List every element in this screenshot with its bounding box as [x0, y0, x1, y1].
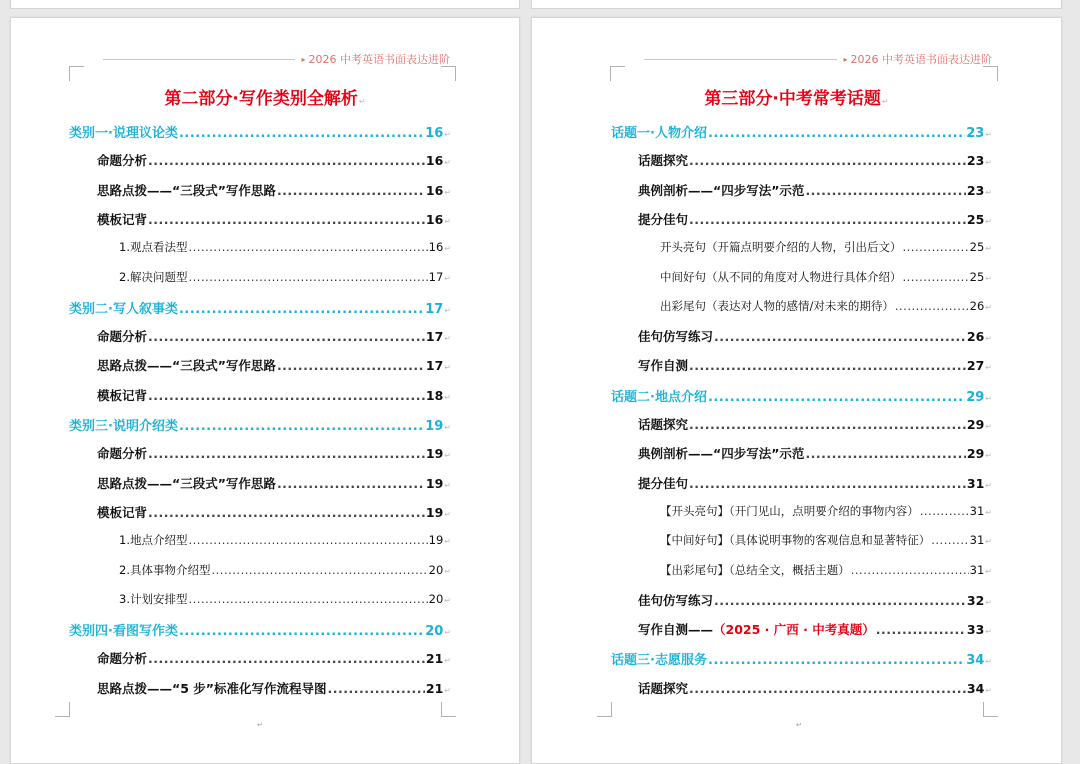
paragraph-mark: ↵ — [444, 187, 451, 197]
paragraph-mark: ↵ — [985, 393, 992, 403]
prev-page-bottom-right — [531, 0, 1062, 9]
paragraph-mark: ↵ — [444, 685, 451, 695]
toc-entry-label: 话题三·志愿服务 — [611, 653, 707, 669]
toc-page-number: 17 — [425, 358, 444, 374]
document-page-right — [531, 17, 1062, 764]
toc-entry[interactable] — [97, 444, 451, 462]
toc-page-number: 16 — [425, 126, 444, 141]
paragraph-mark: ↵ — [444, 628, 451, 638]
toc-leader-dots — [805, 446, 965, 461]
toc-leader-dots — [327, 681, 424, 696]
toc-entry[interactable] — [611, 386, 992, 404]
toc-leader-dots — [903, 240, 969, 254]
footer-mark: ↵ — [257, 721, 263, 729]
toc-entry[interactable] — [97, 474, 451, 492]
toc-entry-label: 话题探究 — [638, 680, 689, 696]
toc-leader-dots — [689, 476, 966, 491]
toc-leader-dots — [148, 505, 425, 520]
toc-entry-label: 模板记背 — [97, 211, 148, 227]
toc-leader-dots — [689, 358, 966, 373]
toc-leader-dots — [179, 126, 424, 141]
toc-entry-label: 佳句仿写练习 — [638, 329, 714, 345]
header-rule — [103, 59, 295, 60]
paragraph-mark: ↵ — [985, 627, 992, 637]
toc-page-number: 16 — [425, 211, 444, 227]
toc-entry-label: 模板记背 — [97, 387, 148, 403]
toc-entry-label: 【开头亮句】（开门见山，点明要介绍的事物内容） — [660, 503, 919, 518]
toc-leader-dots — [708, 653, 965, 668]
paragraph-mark: ↵ — [985, 685, 992, 695]
toc-entry[interactable] — [660, 562, 992, 580]
crop-mark-bottom-left — [55, 702, 70, 717]
toc-page-number: 16 — [425, 182, 444, 198]
toc-entry-label: 1.观点看法型 — [119, 240, 188, 255]
toc-page-number: 25 — [969, 269, 985, 284]
toc-leader-dots — [148, 212, 425, 227]
paragraph-mark: ↵ — [985, 187, 992, 197]
toc-page-number: 31 — [969, 533, 985, 548]
toc-entry-label: 典例剖析——“四步写法”示范 — [638, 182, 805, 198]
toc-entry[interactable] — [97, 327, 451, 345]
toc-page-number: 19 — [425, 419, 444, 434]
toc-page-number: 21 — [425, 680, 444, 696]
toc-entry[interactable] — [611, 122, 992, 140]
toc-entry-label: 1.地点介绍型 — [119, 533, 188, 548]
toc-entry-label: 类别一·说理议论类 — [69, 126, 178, 141]
paragraph-mark: ↵ — [985, 244, 992, 254]
toc-entry-label: 思路点拨——“三段式”写作思路 — [97, 182, 276, 198]
crop-mark-bottom-left — [597, 702, 612, 717]
toc-entry[interactable] — [119, 562, 451, 580]
toc-entry[interactable] — [119, 532, 451, 550]
toc-page-number: 26 — [969, 298, 985, 313]
toc-leader-dots — [179, 624, 424, 639]
toc-page-number: 19 — [425, 446, 444, 462]
header-rule — [644, 59, 837, 60]
toc-entry-source-note: （2025 · 广西 · 中考真题） — [713, 622, 875, 638]
toc-leader-dots — [188, 592, 427, 606]
toc-leader-dots — [148, 446, 425, 461]
toc-leader-dots — [931, 533, 968, 547]
paragraph-mark: ↵ — [444, 537, 451, 547]
toc-entry-label: 思路点拨——“三段式”写作思路 — [97, 475, 276, 491]
paragraph-mark: ↵ — [985, 451, 992, 461]
paragraph-mark: ↵ — [444, 305, 451, 315]
running-header — [644, 52, 992, 66]
paragraph-mark: ↵ — [985, 422, 992, 431]
toc-leader-dots — [148, 388, 425, 403]
paragraph-mark: ↵ — [444, 566, 451, 576]
toc-page-number: 27 — [966, 358, 985, 374]
toc-leader-dots — [689, 417, 966, 432]
toc-entry-label: 类别三·说明介绍类 — [69, 419, 178, 434]
toc-page-number: 29 — [966, 389, 985, 405]
toc-page-number: 34 — [966, 653, 985, 669]
toc-leader-dots — [148, 329, 425, 344]
toc-leader-dots — [920, 504, 969, 518]
paragraph-mark: ↵ — [985, 657, 992, 667]
toc-entry[interactable] — [611, 649, 992, 667]
toc-entry[interactable] — [97, 649, 451, 667]
header-dash: ▸ — [301, 54, 306, 64]
toc-entry[interactable] — [660, 532, 992, 550]
toc-entry-label: 2.解决问题型 — [119, 269, 188, 284]
toc-page-number: 29 — [966, 446, 985, 462]
toc-page-number: 17 — [425, 329, 444, 345]
toc-page-number: 20 — [428, 591, 444, 606]
toc-entry-label: 话题探究 — [638, 153, 689, 169]
toc-entry-label: 中间好句（从不同的角度对人物进行具体介绍） — [660, 269, 902, 284]
paragraph-mark: ↵ — [444, 656, 451, 666]
toc-leader-dots — [179, 302, 424, 317]
toc-page-number: 17 — [428, 269, 444, 284]
paragraph-mark: ↵ — [444, 595, 451, 605]
toc-leader-dots — [708, 390, 965, 405]
toc-entry-label: 2.具体事物介绍型 — [119, 562, 211, 577]
toc-entry-label: 命题分析 — [97, 651, 148, 667]
toc-entry[interactable] — [97, 210, 451, 228]
toc-entry-label: 3.计划安排型 — [119, 591, 188, 606]
toc-entry[interactable] — [97, 181, 451, 199]
toc-leader-dots — [277, 476, 425, 491]
toc-entry-label: 命题分析 — [97, 153, 148, 169]
toc-leader-dots — [188, 240, 427, 254]
paragraph-mark: ↵ — [444, 423, 451, 432]
section-title: 第三部分·中考常考话题↵ — [704, 89, 889, 109]
paragraph-mark: ↵ — [985, 566, 992, 576]
toc-leader-dots — [689, 681, 966, 696]
toc-entry[interactable] — [97, 151, 451, 169]
toc-page-number: 23 — [966, 182, 985, 198]
paragraph-mark: ↵ — [444, 158, 451, 168]
document-page-left — [10, 17, 520, 764]
paragraph-mark: ↵ — [985, 363, 992, 373]
toc-entry-label: 话题一·人物介绍 — [611, 126, 707, 141]
toc-page-number: 23 — [966, 126, 985, 141]
toc-page-number: 17 — [425, 301, 444, 317]
crop-mark-bottom-right — [441, 702, 456, 717]
paragraph-mark: ↵ — [444, 273, 451, 283]
toc-page-number: 16 — [428, 240, 444, 255]
toc-page-number: 19 — [425, 475, 444, 491]
toc-entry[interactable] — [97, 679, 451, 697]
paragraph-mark: ↵ — [444, 509, 451, 519]
header-dash: ▸ — [843, 54, 848, 64]
toc-entry-label: 思路点拨——“5 步”标准化写作流程导图 — [97, 680, 327, 696]
toc-entry[interactable] — [119, 591, 451, 609]
toc-entry[interactable] — [660, 298, 992, 316]
toc-page-number: 18 — [425, 387, 444, 403]
toc-leader-dots — [179, 419, 424, 434]
toc-leader-dots — [277, 358, 425, 373]
toc-leader-dots — [903, 270, 969, 284]
toc-page-number: 32 — [966, 592, 985, 608]
toc-page-number: 26 — [966, 329, 985, 345]
paragraph-mark: ↵ — [985, 507, 992, 517]
toc-page-number: 33 — [966, 622, 985, 638]
toc-entry-label: 类别二·写人叙事类 — [69, 301, 178, 317]
toc-page-number: 23 — [966, 153, 985, 169]
paragraph-mark: ↵ — [985, 216, 992, 226]
toc-page-number: 31 — [969, 503, 985, 518]
toc-entry-label: 【出彩尾句】（总结全文，概括主题） — [660, 562, 850, 577]
toc-leader-dots — [714, 329, 966, 344]
toc-entry-label: 模板记背 — [97, 504, 148, 520]
toc-entry[interactable] — [660, 503, 992, 521]
toc-entry-label: 类别四·看图写作类 — [69, 624, 178, 640]
toc-entry[interactable] — [69, 298, 451, 316]
toc-leader-dots — [148, 651, 425, 666]
toc-page-number: 25 — [966, 211, 985, 227]
toc-entry[interactable] — [638, 620, 992, 638]
toc-page-number: 29 — [966, 417, 985, 432]
toc-entry[interactable] — [119, 239, 451, 257]
toc-entry[interactable] — [638, 591, 992, 609]
toc-entry-label: 提分佳句 — [638, 211, 689, 227]
toc-entry-label: 话题探究 — [638, 417, 689, 432]
toc-entry[interactable] — [69, 122, 451, 140]
toc-page-number: 20 — [428, 562, 444, 577]
toc-leader-dots — [148, 153, 425, 168]
paragraph-mark: ↵ — [985, 334, 992, 344]
paragraph-mark: ↵ — [985, 302, 992, 312]
toc-entry-label: 思路点拨——“三段式”写作思路 — [97, 358, 276, 374]
toc-entry[interactable] — [638, 415, 992, 433]
toc-leader-dots — [851, 563, 969, 577]
toc-page-number: 19 — [428, 533, 444, 548]
toc-entry[interactable] — [660, 269, 992, 287]
running-header — [103, 52, 450, 66]
toc-entry[interactable] — [638, 151, 992, 169]
crop-mark-top-right — [983, 66, 998, 81]
toc-page-number: 20 — [425, 624, 444, 640]
toc-entry[interactable] — [119, 269, 451, 287]
toc-leader-dots — [689, 212, 966, 227]
toc-page-number: 16 — [425, 153, 444, 169]
toc-page-number: 19 — [425, 504, 444, 520]
toc-entry-label: 典例剖析——“四步写法”示范 — [638, 446, 805, 462]
toc-leader-dots — [708, 126, 965, 141]
toc-leader-dots — [689, 153, 966, 168]
toc-entry-label: 佳句仿写练习 — [638, 592, 714, 608]
toc-entry-label: 命题分析 — [97, 446, 148, 462]
toc-entry-label: 提分佳句 — [638, 475, 689, 491]
toc-entry[interactable] — [638, 210, 992, 228]
crop-mark-top-left — [610, 66, 625, 81]
prev-page-bottom-left — [10, 0, 520, 9]
toc-entry[interactable] — [638, 444, 992, 462]
paragraph-mark: ↵ — [444, 480, 451, 490]
paragraph-mark: ↵ — [444, 244, 451, 254]
toc-leader-dots — [188, 533, 427, 547]
footer-mark: ↵ — [796, 721, 802, 729]
paragraph-mark: ↵ — [444, 451, 451, 461]
toc-entry[interactable] — [97, 386, 451, 404]
toc-leader-dots — [277, 183, 425, 198]
crop-mark-top-left — [69, 66, 84, 81]
toc-entry-label: 写作自测 — [638, 358, 689, 374]
toc-entry-label: 开头亮句（开篇点明要介绍的人物，引出后文） — [660, 240, 902, 255]
toc-entry[interactable] — [660, 239, 992, 257]
toc-page-number: 31 — [966, 475, 985, 491]
toc-entry[interactable] — [638, 679, 992, 697]
toc-entry-label: 命题分析 — [97, 329, 148, 345]
toc-page-number: 34 — [966, 680, 985, 696]
toc-leader-dots — [895, 299, 969, 313]
header-text: 2026 中考英语书面表达进阶 — [308, 53, 450, 66]
section-title: 第二部分·写作类别全解析↵ — [164, 89, 366, 109]
toc-entry[interactable] — [638, 356, 992, 374]
toc-entry-label: 写作自测—— — [638, 622, 714, 638]
crop-mark-bottom-right — [983, 702, 998, 717]
toc-leader-dots — [805, 183, 965, 198]
toc-leader-dots — [714, 593, 966, 608]
toc-entry-label: 【中间好句】（具体说明事物的客观信息和显著特征） — [660, 533, 931, 548]
toc-page-number: 25 — [969, 240, 985, 255]
toc-entry[interactable] — [638, 181, 992, 199]
toc-leader-dots — [188, 270, 427, 284]
paragraph-mark: ↵ — [985, 130, 992, 139]
toc-page-number: 31 — [969, 562, 985, 577]
paragraph-mark: ↵ — [985, 480, 992, 490]
toc-entry[interactable] — [97, 503, 451, 521]
toc-entry[interactable] — [638, 474, 992, 492]
toc-entry-label: 出彩尾句（表达对人物的感情/对未来的期待） — [660, 298, 894, 313]
crop-mark-top-right — [441, 66, 456, 81]
paragraph-mark: ↵ — [444, 392, 451, 402]
toc-leader-dots — [876, 622, 966, 637]
paragraph-mark: ↵ — [444, 334, 451, 344]
paragraph-mark: ↵ — [985, 158, 992, 168]
toc-entry[interactable] — [638, 327, 992, 345]
paragraph-mark: ↵ — [444, 363, 451, 373]
paragraph-mark: ↵ — [444, 130, 451, 139]
paragraph-mark: ↵ — [985, 273, 992, 283]
toc-entry[interactable] — [69, 620, 451, 638]
toc-entry[interactable] — [97, 356, 451, 374]
toc-page-number: 21 — [425, 651, 444, 667]
paragraph-mark: ↵ — [985, 537, 992, 547]
paragraph-mark: ↵ — [444, 216, 451, 226]
header-text: 2026 中考英语书面表达进阶 — [850, 53, 992, 66]
paragraph-mark: ↵ — [985, 597, 992, 607]
toc-leader-dots — [211, 563, 427, 577]
toc-entry[interactable] — [69, 415, 451, 433]
toc-entry-label: 话题二·地点介绍 — [611, 389, 707, 405]
